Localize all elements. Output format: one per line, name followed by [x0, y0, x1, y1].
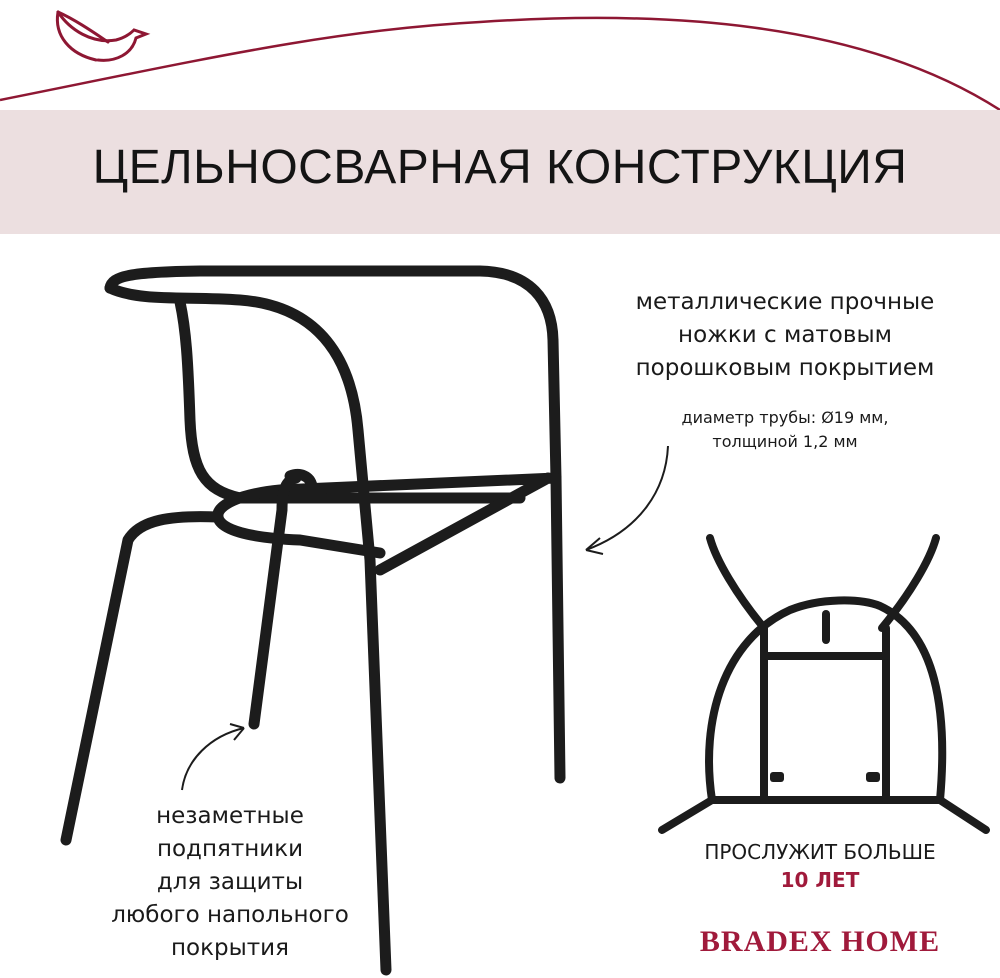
specs-line: диаметр трубы: Ø19 мм, [681, 408, 889, 427]
glides-line: покрытия [171, 935, 289, 961]
features-line: металлические прочные [635, 289, 935, 315]
specs-line: толщиной 1,2 мм [712, 432, 858, 451]
lifespan-text [660, 838, 980, 894]
page-title: ЦЕЛЬНОСВАРНАЯ КОНСТРУКЦИЯ [92, 141, 908, 194]
brand-logo: BRADEX HOME [699, 925, 941, 958]
features-text [585, 286, 985, 385]
lifespan-line1: ПРОСЛУЖИТ БОЛЬШЕ [704, 840, 936, 864]
lifespan-years: 10 ЛЕТ [780, 868, 860, 892]
glides-text [40, 800, 420, 965]
glides-line: незаметные [156, 803, 304, 829]
glides-line: для защиты [156, 869, 304, 895]
specs-text [630, 406, 940, 454]
glides-line: подпятники [156, 836, 304, 862]
features-line: ножки с матовым [678, 322, 892, 348]
glides-line: любого напольного [111, 902, 349, 928]
features-line: порошковым покрытием [635, 355, 935, 381]
